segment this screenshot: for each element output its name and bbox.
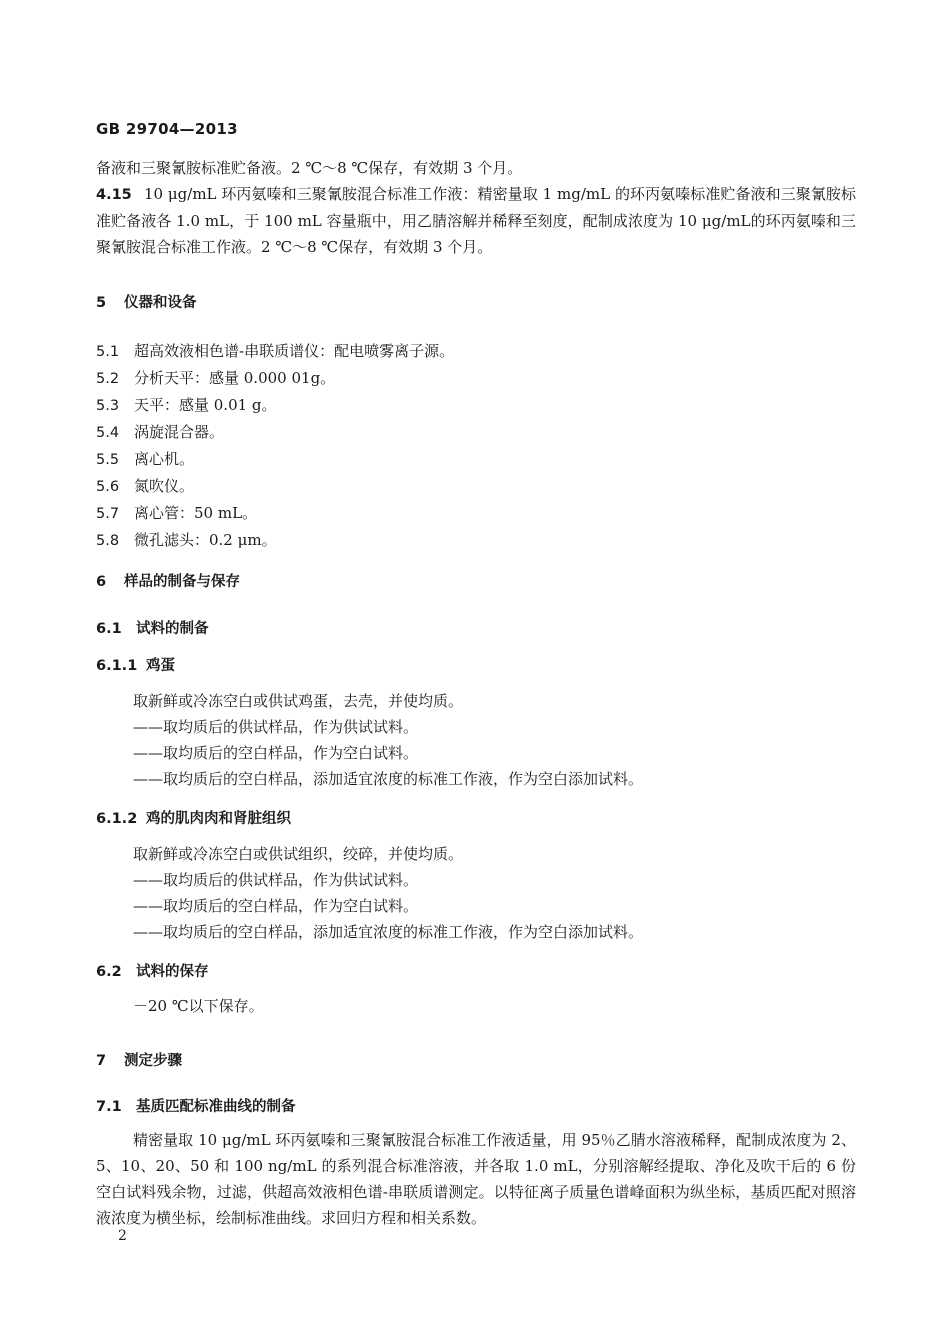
item-text: 分析天平：感量 0.000 01g。 bbox=[134, 369, 336, 387]
section-title: 样品的制备与保存 bbox=[124, 574, 240, 590]
tissue-preparation-block bbox=[133, 841, 643, 945]
item-number: 5.1 bbox=[96, 344, 120, 360]
list-item bbox=[96, 527, 454, 554]
section-7-heading bbox=[96, 1049, 182, 1070]
item-text: 天平：感量 0.01 g。 bbox=[134, 396, 277, 414]
subsection-title: 试料的制备 bbox=[136, 621, 209, 637]
storage-text: －20 ℃以下保存。 bbox=[133, 997, 264, 1015]
item-text: 氮吹仪。 bbox=[134, 477, 195, 495]
section-number: 6 bbox=[96, 574, 107, 590]
list-item bbox=[96, 365, 454, 392]
subsection-title: 基质匹配标准曲线的制备 bbox=[136, 1099, 296, 1115]
dash-list-item: ——取均质后的供试样品，作为供试试料。 bbox=[133, 871, 419, 889]
page-number: 2 bbox=[118, 1228, 127, 1244]
section-title: 测定步骤 bbox=[124, 1053, 182, 1069]
item-number: 5.4 bbox=[96, 425, 120, 441]
subsection-6-2-heading bbox=[96, 960, 209, 981]
section-number: 7 bbox=[96, 1053, 107, 1069]
subsection-title: 鸡蛋 bbox=[146, 658, 175, 674]
calibration-curve-paragraph: 精密量取 10 μg/mL 环丙氨嗪和三聚氰胺混合标准工作液适量，用 95％乙腈水溶液稀释，配制成浓度为 2、5、10、20、50 和 100 ng/mL 的系列混合标准溶液，并各取 1.0 mL，分别溶解经提取、净化及吹干后的 6 份空白试料残余物，过滤，供超高效液相色谱-串联质谱测定。以特征离子质量色谱峰面积为纵坐标，基质匹配对照溶液浓度为横坐标，绘制标准曲线。求回归方程和相关系数。 bbox=[96, 1131, 856, 1227]
item-number: 5.2 bbox=[96, 371, 120, 387]
item-text: 离心机。 bbox=[134, 450, 195, 468]
subsection-6-1-1-heading bbox=[96, 654, 175, 675]
subsection-6-1-heading bbox=[96, 617, 209, 638]
standard-code-header: GB 29704—2013 bbox=[96, 120, 238, 138]
item-text: 离心管：50 mL。 bbox=[134, 504, 258, 522]
subsection-title: 鸡的肌肉肉和肾脏组织 bbox=[146, 811, 291, 827]
subsection-6-1-2-heading bbox=[96, 807, 291, 828]
list-item bbox=[96, 446, 454, 473]
dash-list-item: ——取均质后的空白样品，添加适宜浓度的标准工作液，作为空白添加试料。 bbox=[133, 770, 644, 788]
section-number: 5 bbox=[96, 295, 107, 311]
subsection-7-1-heading bbox=[96, 1095, 296, 1116]
list-item bbox=[96, 419, 454, 446]
dash-list-item: ——取均质后的空白样品，添加适宜浓度的标准工作液，作为空白添加试料。 bbox=[133, 923, 644, 941]
dash-list-item: ——取均质后的空白样品，作为空白试料。 bbox=[133, 897, 419, 915]
equipment-list bbox=[96, 338, 454, 554]
paragraph-4-14-continuation: 备液和三聚氰胺标准贮备液。2 ℃～8 ℃保存，有效期 3 个月。 bbox=[96, 159, 523, 177]
item-number: 5.7 bbox=[96, 506, 120, 522]
subsection-number: 6.1 bbox=[96, 621, 122, 637]
list-item bbox=[96, 392, 454, 419]
clause-text: 10 μg/mL 环丙氨嗪和三聚氰胺混合标准工作液：精密量取 1 mg/mL 的环丙氨嗪标准贮备液和三聚氰胺标准贮备液各 1.0 mL，于 100 mL 容量瓶中，用乙腈溶解并稀释至刻度，配制成浓度为 10 μg/mL的环丙氨嗪和三聚氰胺混合标准工作液。2 ℃～8 ℃保存，有效期 3 个月。 bbox=[96, 185, 856, 256]
item-text: 超高效液相色谱-串联质谱仪：配电喷雾离子源。 bbox=[134, 342, 455, 360]
dash-list-item: ——取均质后的供试样品，作为供试试料。 bbox=[133, 718, 419, 736]
paragraph-line: 取新鲜或冷冻空白或供试组织，绞碎，并使均质。 bbox=[133, 845, 464, 863]
paragraph-line: 取新鲜或冷冻空白或供试鸡蛋，去壳，并使均质。 bbox=[133, 692, 464, 710]
subsection-title: 试料的保存 bbox=[136, 964, 209, 980]
section-title: 仪器和设备 bbox=[124, 295, 197, 311]
item-number: 5.3 bbox=[96, 398, 120, 414]
clause-4-15 bbox=[96, 181, 856, 260]
item-text: 微孔滤头：0.2 μm。 bbox=[134, 531, 277, 549]
list-item bbox=[96, 338, 454, 365]
list-item bbox=[96, 500, 454, 527]
subsection-number: 7.1 bbox=[96, 1099, 122, 1115]
item-number: 5.8 bbox=[96, 533, 120, 549]
list-item bbox=[96, 473, 454, 500]
dash-list-item: ——取均质后的空白样品，作为空白试料。 bbox=[133, 744, 419, 762]
subsection-number: 6.1.2 bbox=[96, 811, 138, 827]
item-text: 涡旋混合器。 bbox=[134, 423, 225, 441]
clause-number: 4.15 bbox=[96, 187, 132, 203]
item-number: 5.5 bbox=[96, 452, 120, 468]
section-5-heading bbox=[96, 291, 197, 312]
section-6-heading bbox=[96, 570, 240, 591]
subsection-number: 6.2 bbox=[96, 964, 122, 980]
subsection-number: 6.1.1 bbox=[96, 658, 138, 674]
egg-preparation-block bbox=[133, 688, 643, 792]
item-number: 5.6 bbox=[96, 479, 120, 495]
